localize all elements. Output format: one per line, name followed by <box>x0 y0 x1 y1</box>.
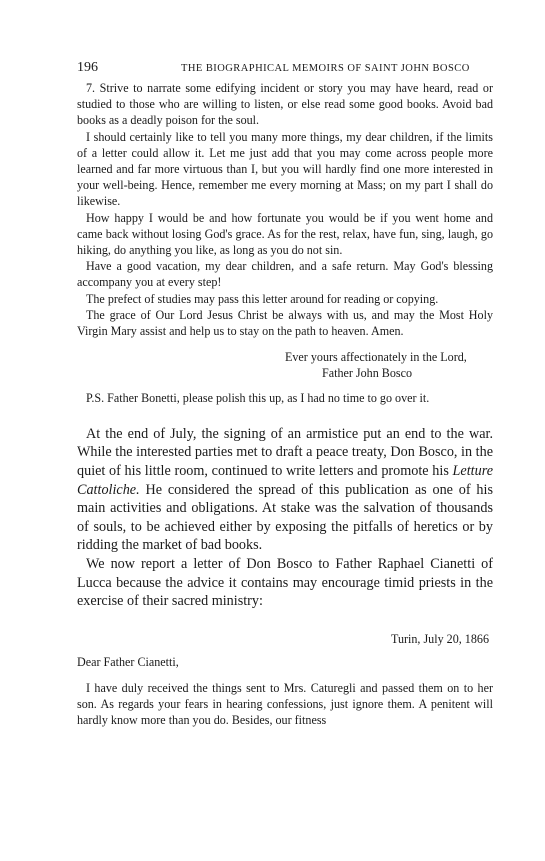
letter-signature: Father John Bosco <box>322 366 413 381</box>
letter-paragraph: How happy I would be and how fortunate you would be if you went home and came back without losing God's grace. As for the rest, relax, have fun, sing, laugh, go hiking, do anything you like, as long as you do not sin. <box>77 210 493 258</box>
letter-paragraph: 7. Strive to narrate some edifying incident or story you may have heard, read or studied to those who are willing to listen, or else read some good books. Avoid bad books as a deadly poison for the soul. <box>77 81 493 128</box>
letter-paragraph: Have a good vacation, my dear children, and a safe return. May God's blessing accompany you at every step! <box>77 259 493 290</box>
letter-paragraph: The prefect of studies may pass this letter around for reading or copying. <box>86 291 439 306</box>
letter-paragraph: I have duly received the things sent to Mrs. Caturegli and passed them on to her son. As regards your fears in hearing confessions, just ignore them. A penitent will hardly know more than you do. Besides, our fitness <box>77 680 493 728</box>
narrative-paragraph <box>77 425 493 555</box>
letter-salutation: Dear Father Cianetti, <box>77 654 179 669</box>
running-head: THE BIOGRAPHICAL MEMOIRS OF SAINT JOHN BOSCO <box>181 63 470 74</box>
letter-dateline: Turin, July 20, 1866 <box>390 631 489 646</box>
narrative-text-run: He considered the spread of this publication as one of his main activities and obligations. At stake was the salvation of thousands of souls, to be achieved either by exposing the pitfalls of heretics or by ridding the market of bad books. <box>77 481 493 554</box>
letter-paragraph: The grace of Our Lord Jesus Christ be always with us, and may the Most Holy Virgin Mary assist and help us to stay on the path to heaven. Amen. <box>77 307 493 339</box>
book-page <box>77 60 493 728</box>
letter-one-body <box>77 80 493 339</box>
letter-closing: Ever yours affectionately in the Lord, <box>285 350 467 365</box>
publication-title: Letture Cattoliche. <box>77 463 493 498</box>
narrative-text <box>77 425 493 611</box>
narrative-paragraph: We now report a letter of Don Bosco to Father Raphael Cianetti of Lucca because the advice it contains may encourage timid priests in the exercise of their sacred ministry: <box>77 556 493 610</box>
narrative-text-run: At the end of July, the signing of an armistice put an end to the war. While the interested parties met to draft a peace treaty, Don Bosco, in the quiet of his little room, continued to write letters and promote his <box>77 425 493 480</box>
letter-two-body <box>77 680 493 729</box>
page-header <box>77 60 493 78</box>
page-number: 196 <box>77 60 98 75</box>
letter-paragraph: I should certainly like to tell you many more things, my dear children, if the limits of a letter could allow it. Let me just add that you may come across people more learned and far more virtuous than I, but you will hardly find one more interested in your well-being. Hence, remember me every morning at Mass; on my part I shall do likewise. <box>77 129 493 209</box>
postscript: P.S. Father Bonetti, please polish this up, as I had no time to go over it. <box>86 390 430 405</box>
